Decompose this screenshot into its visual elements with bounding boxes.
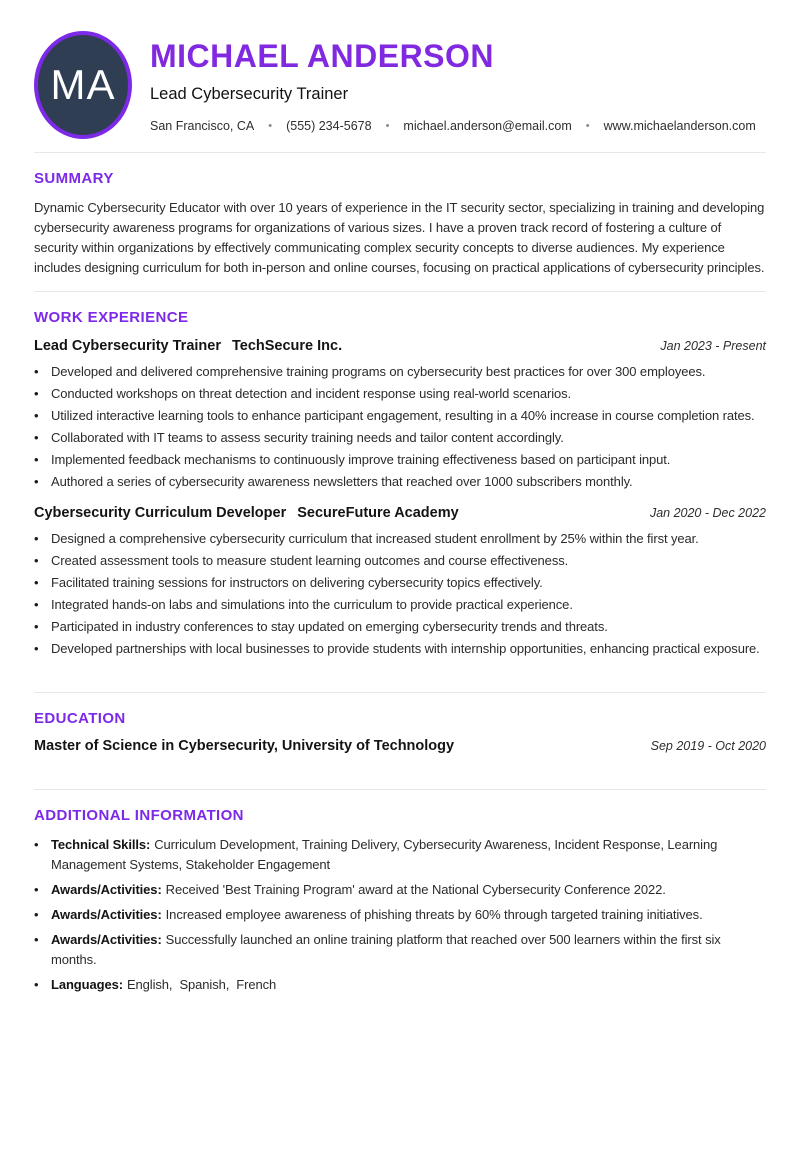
job-bullet: • Conducted workshops on threat detection and incident response using real-world scenarios. bbox=[34, 384, 766, 404]
header-divider bbox=[34, 152, 766, 153]
additional-information-section bbox=[34, 807, 766, 995]
section-divider bbox=[34, 789, 766, 790]
bullet-icon: • bbox=[34, 386, 39, 401]
bullet-icon: • bbox=[34, 430, 39, 445]
bullet-icon: • bbox=[34, 597, 39, 612]
job-header bbox=[34, 337, 766, 355]
job-bullet: • Utilized interactive learning tools to enhance participant engagement, resulting in a 40% increase in course completion rates. bbox=[34, 406, 766, 426]
additional-item-label: Awards/Activities: bbox=[51, 882, 162, 897]
section-divider bbox=[34, 692, 766, 693]
job-bullet: • Developed and delivered comprehensive training programs on cybersecurity best practices for over 300 employees. bbox=[34, 362, 766, 382]
additional-item bbox=[34, 905, 766, 925]
additional-item-text: Curriculum Development, Training Delivery, Cybersecurity Awareness, Incident Response, Learning Management Systems, Stakeholder Engagement bbox=[51, 837, 721, 872]
job-bullet: • Facilitated training sessions for instructors on delivering cybersecurity topics effectively. bbox=[34, 573, 766, 593]
additional-item-label: Awards/Activities: bbox=[51, 907, 162, 922]
contact-location: San Francisco, CA bbox=[150, 119, 255, 134]
job-bullet: • Participated in industry conferences to stay updated on emerging cybersecurity trends and threats. bbox=[34, 617, 766, 637]
contact-line bbox=[150, 119, 756, 133]
bullet-icon: • bbox=[34, 364, 39, 379]
additional-information-heading: ADDITIONAL INFORMATION bbox=[34, 807, 244, 824]
job-bullet: • Created assessment tools to measure student learning outcomes and course effectiveness. bbox=[34, 551, 766, 571]
job-company: TechSecure Inc. bbox=[231, 338, 343, 354]
bullet-icon: • bbox=[34, 553, 39, 568]
job-title-line bbox=[34, 504, 459, 522]
avatar-initials: MA bbox=[50, 61, 116, 108]
education-dates: Sep 2019 - Oct 2020 bbox=[650, 739, 766, 753]
additional-item-label: Languages: bbox=[51, 977, 123, 992]
education-degree: Master of Science in Cybersecurity, University of Technology bbox=[34, 738, 455, 754]
spacer bbox=[34, 754, 766, 776]
candidate-name: MICHAEL ANDERSON bbox=[150, 38, 495, 74]
education-entry bbox=[34, 738, 766, 754]
bullet-icon: • bbox=[34, 575, 39, 590]
job-bullet: • Collaborated with IT teams to assess security training needs and tailor content accordingly. bbox=[34, 428, 766, 448]
additional-item bbox=[34, 975, 766, 995]
summary-paragraph: Dynamic Cybersecurity Educator with over 10 years of experience in the IT security sector, specializing in training and developing cybersecurity awareness programs for organizations of various sizes. I have a proven track record of fostering a culture of security within organizations by effectively communicating complex security concepts to diverse audiences. My experience includes designing curriculum for both in-person and online courses, focusing on practical applications of cybersecurity principles. bbox=[34, 200, 765, 275]
contact-website: www.michaelanderson.com bbox=[603, 119, 756, 134]
work-experience-heading: WORK EXPERIENCE bbox=[34, 309, 189, 326]
dot-separator-icon: • bbox=[585, 120, 590, 133]
additional-list bbox=[34, 835, 766, 995]
bullet-icon: • bbox=[34, 907, 39, 922]
bullet-icon: • bbox=[34, 837, 39, 852]
additional-item-text: Received 'Best Training Program' award at the National Cybersecurity Conference 2022. bbox=[165, 882, 666, 897]
additional-item-label: Technical Skills: bbox=[51, 837, 151, 852]
job-bullet: • Implemented feedback mechanisms to continuously improve training effectiveness based on participant input. bbox=[34, 450, 766, 470]
additional-item bbox=[34, 930, 766, 970]
bullet-icon: • bbox=[34, 408, 39, 423]
header-text bbox=[150, 31, 756, 133]
job-title: Lead Cybersecurity Trainer bbox=[34, 338, 221, 354]
bullet-icon: • bbox=[34, 882, 39, 897]
section-divider bbox=[34, 291, 766, 292]
education-section bbox=[34, 710, 766, 776]
job-dates: Jan 2020 - Dec 2022 bbox=[649, 506, 766, 520]
contact-phone: (555) 234-5678 bbox=[286, 119, 372, 134]
spacer bbox=[34, 661, 766, 679]
job-bullet-list bbox=[34, 529, 766, 659]
candidate-role: Lead Cybersecurity Trainer bbox=[150, 85, 349, 104]
resume-header bbox=[34, 31, 766, 139]
job-dates: Jan 2023 - Present bbox=[660, 339, 766, 353]
dot-separator-icon: • bbox=[268, 120, 273, 133]
additional-item-text: English, Spanish, French bbox=[126, 977, 277, 992]
bullet-icon: • bbox=[34, 932, 39, 947]
dot-separator-icon: • bbox=[385, 120, 390, 133]
additional-item-text: Successfully launched an online training platform that reached over 500 learners within the first six months. bbox=[51, 932, 725, 967]
additional-item bbox=[34, 835, 766, 875]
bullet-icon: • bbox=[34, 474, 39, 489]
bullet-icon: • bbox=[34, 977, 39, 992]
job-bullet: • Designed a comprehensive cybersecurity curriculum that increased student enrollment by 25% within the first year. bbox=[34, 529, 766, 549]
additional-item bbox=[34, 880, 766, 900]
job-entry bbox=[34, 504, 766, 659]
job-bullet: • Developed partnerships with local businesses to provide students with internship opportunities, enhancing practical exposure. bbox=[34, 639, 766, 659]
avatar bbox=[34, 31, 132, 139]
summary-heading: SUMMARY bbox=[34, 170, 114, 187]
work-experience-section bbox=[34, 309, 766, 679]
bullet-icon: • bbox=[34, 619, 39, 634]
education-heading: EDUCATION bbox=[34, 710, 126, 727]
bullet-icon: • bbox=[34, 641, 39, 656]
bullet-icon: • bbox=[34, 531, 39, 546]
job-bullet: • Authored a series of cybersecurity awareness newsletters that reached over 1000 subscribers monthly. bbox=[34, 472, 766, 492]
job-title: Cybersecurity Curriculum Developer bbox=[34, 505, 287, 521]
additional-item-text: Increased employee awareness of phishing threats by 60% through targeted training initiatives. bbox=[165, 907, 703, 922]
job-bullet-list bbox=[34, 362, 766, 492]
job-header bbox=[34, 504, 766, 522]
bullet-icon: • bbox=[34, 452, 39, 467]
job-entry bbox=[34, 337, 766, 492]
job-bullet: • Integrated hands-on labs and simulations into the curriculum to provide practical experience. bbox=[34, 595, 766, 615]
job-company: SecureFuture Academy bbox=[297, 505, 459, 521]
job-title-line bbox=[34, 337, 342, 355]
summary-section bbox=[34, 170, 766, 278]
resume-page bbox=[0, 31, 800, 995]
contact-email: michael.anderson@email.com bbox=[403, 119, 572, 134]
additional-item-label: Awards/Activities: bbox=[51, 932, 162, 947]
